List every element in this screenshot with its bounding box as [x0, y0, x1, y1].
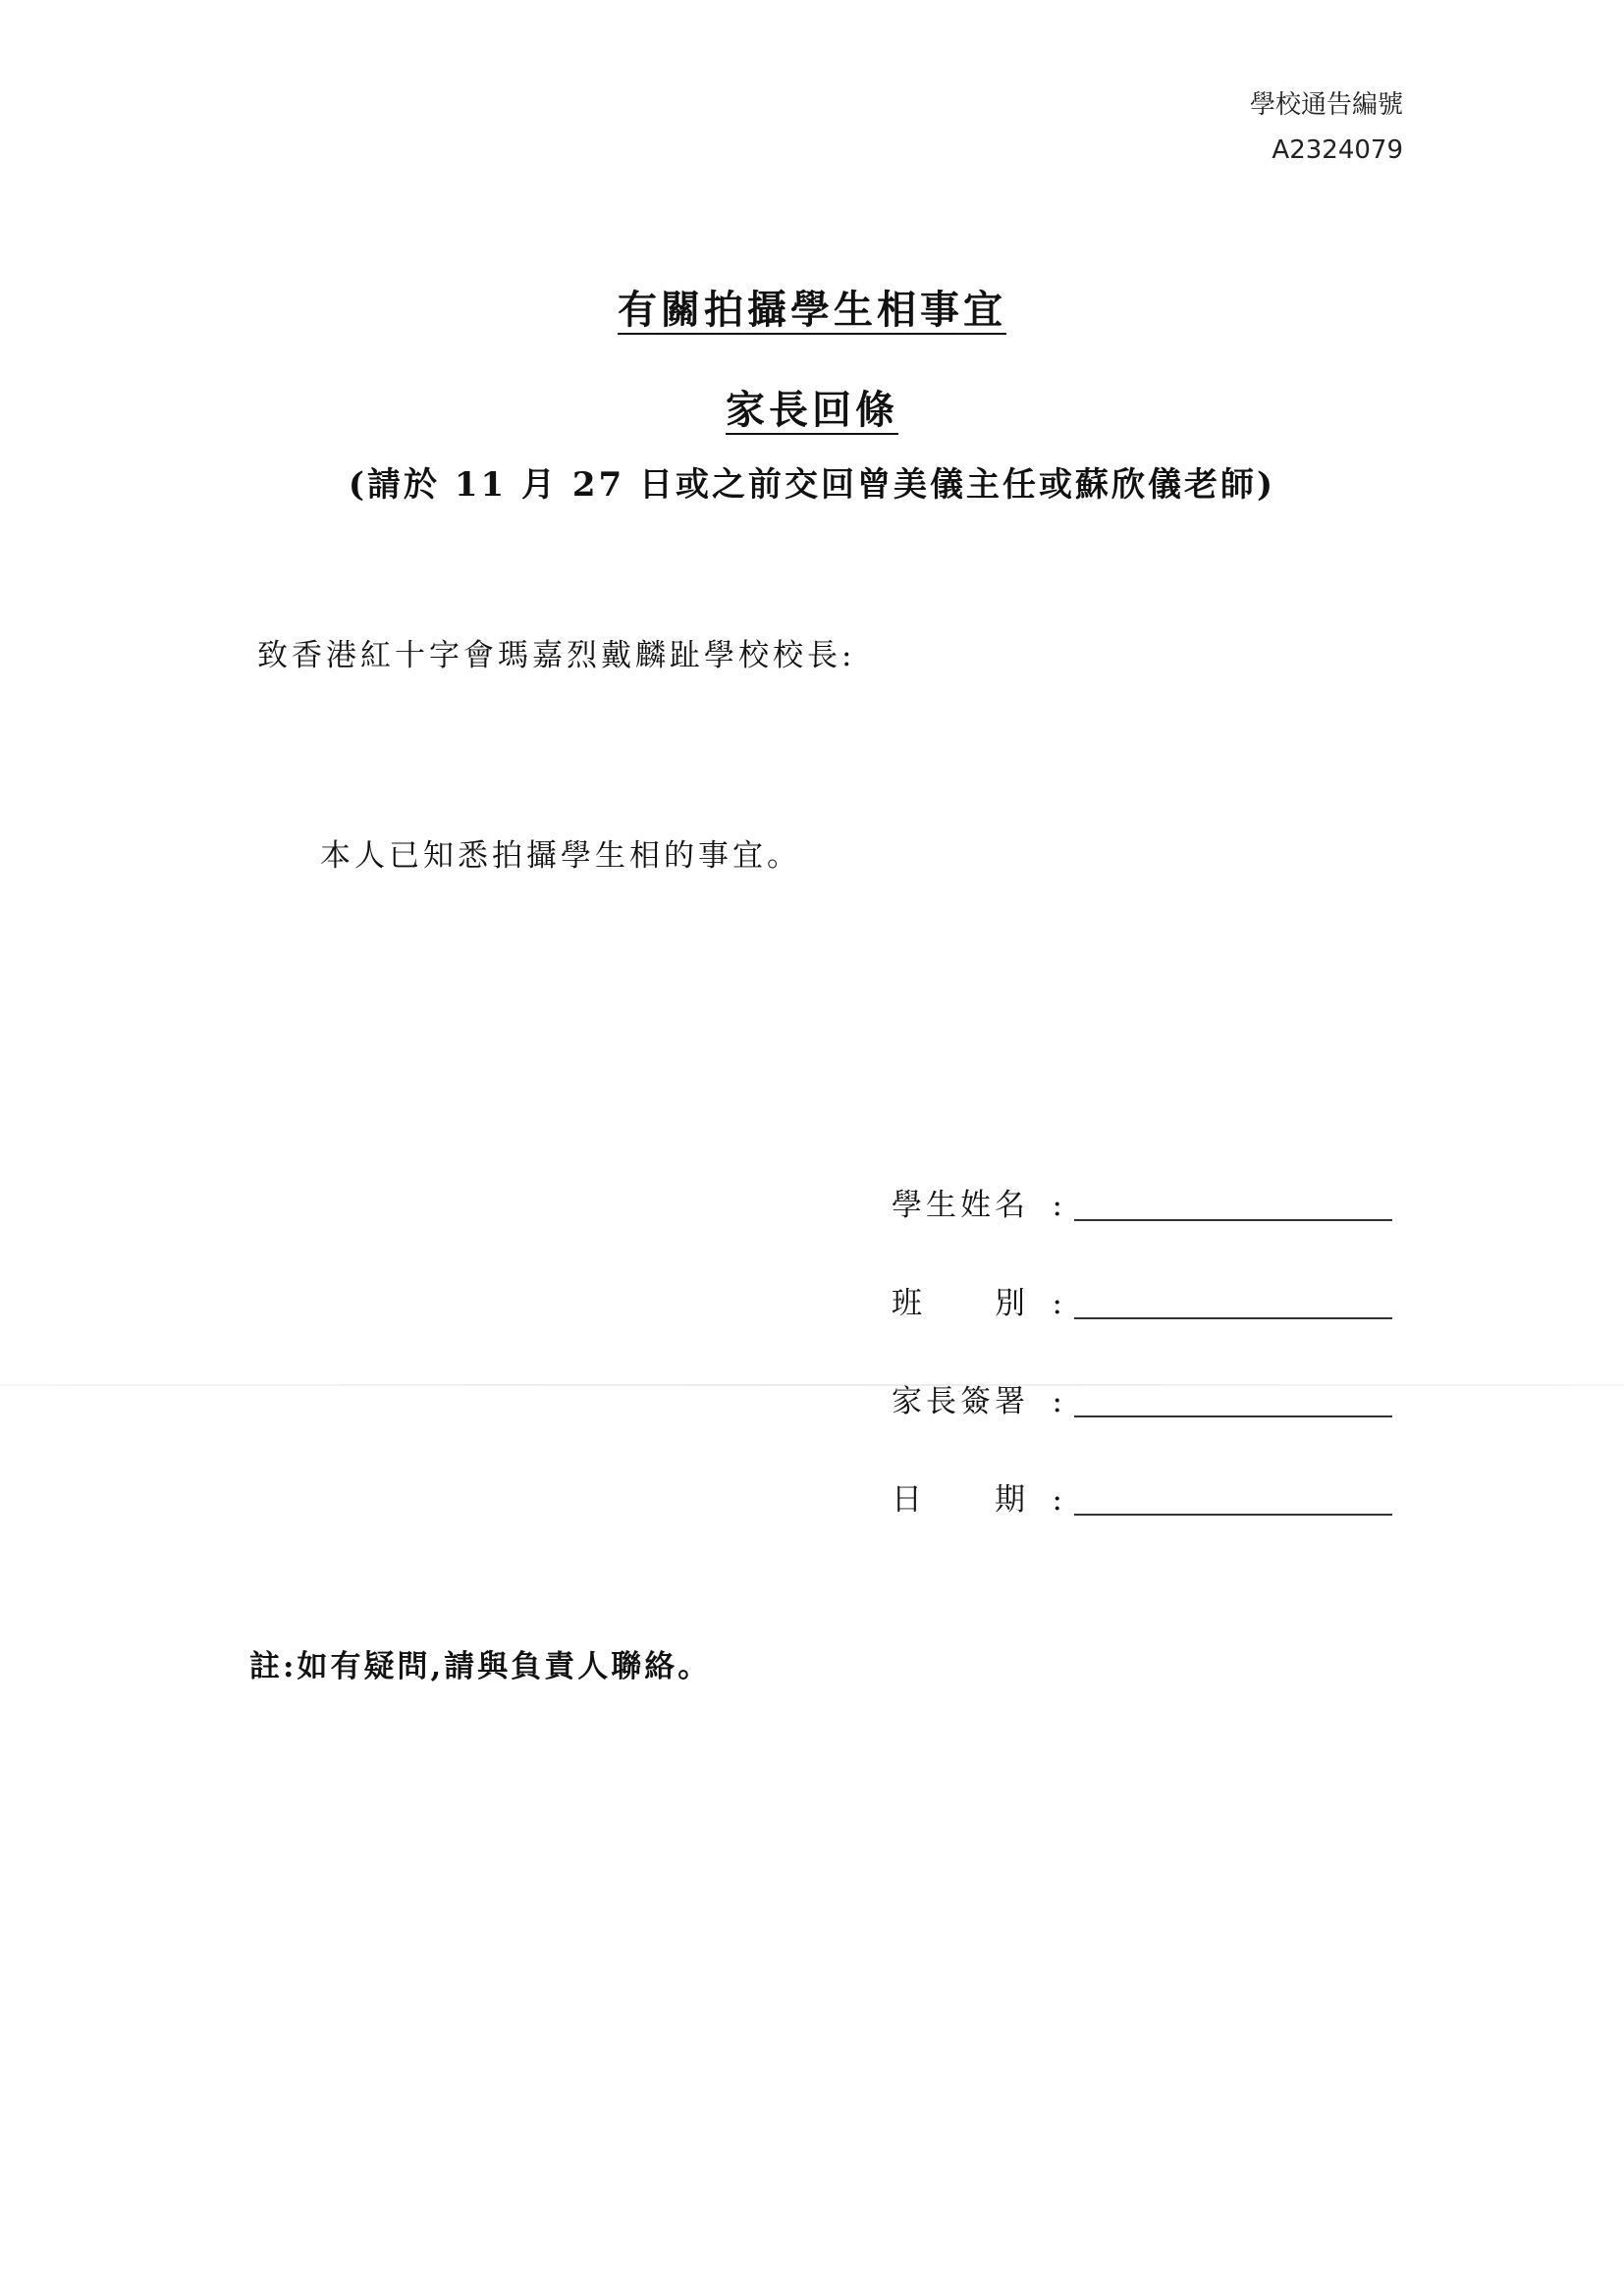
acknowledgement-statement: 本人已知悉拍攝學生相的事宜。 [320, 838, 801, 874]
student-name-row [892, 1127, 1392, 1225]
return-deadline: (請於 11 月 27 日或之前交回曾美儀主任或蘇欣儀老師) [348, 465, 1276, 505]
date-field[interactable] [1074, 1484, 1392, 1516]
reply-slip-heading [0, 379, 1624, 435]
notice-number-block [1250, 82, 1403, 173]
signature-block [892, 1127, 1392, 1520]
student-name-label: 學生姓名 : [892, 1188, 1066, 1223]
student-name-field[interactable] [1074, 1190, 1392, 1221]
parent-signature-label: 家長簽署 : [892, 1384, 1066, 1419]
class-field[interactable] [1074, 1288, 1392, 1319]
reply-slip-heading-text: 家長回條 [726, 387, 898, 433]
document-title [0, 279, 1624, 335]
footer-note: 註:如有疑問,請與負責人聯絡。 [249, 1649, 712, 1684]
notice-number-label: 學校通告編號 [1249, 90, 1403, 120]
parent-signature-field[interactable] [1074, 1386, 1392, 1417]
class-row [892, 1225, 1392, 1323]
date-label: 日 期 : [892, 1482, 1066, 1518]
document-title-text: 有關拍攝學生相事宜 [618, 287, 1006, 333]
date-row [892, 1421, 1392, 1520]
notice-number-value: A2324079 [1272, 135, 1403, 165]
parent-signature-row [892, 1323, 1392, 1421]
addressee-line: 致香港紅十字會瑪嘉烈戴麟趾學校校長: [257, 638, 856, 673]
class-label: 班 別 : [892, 1286, 1066, 1321]
